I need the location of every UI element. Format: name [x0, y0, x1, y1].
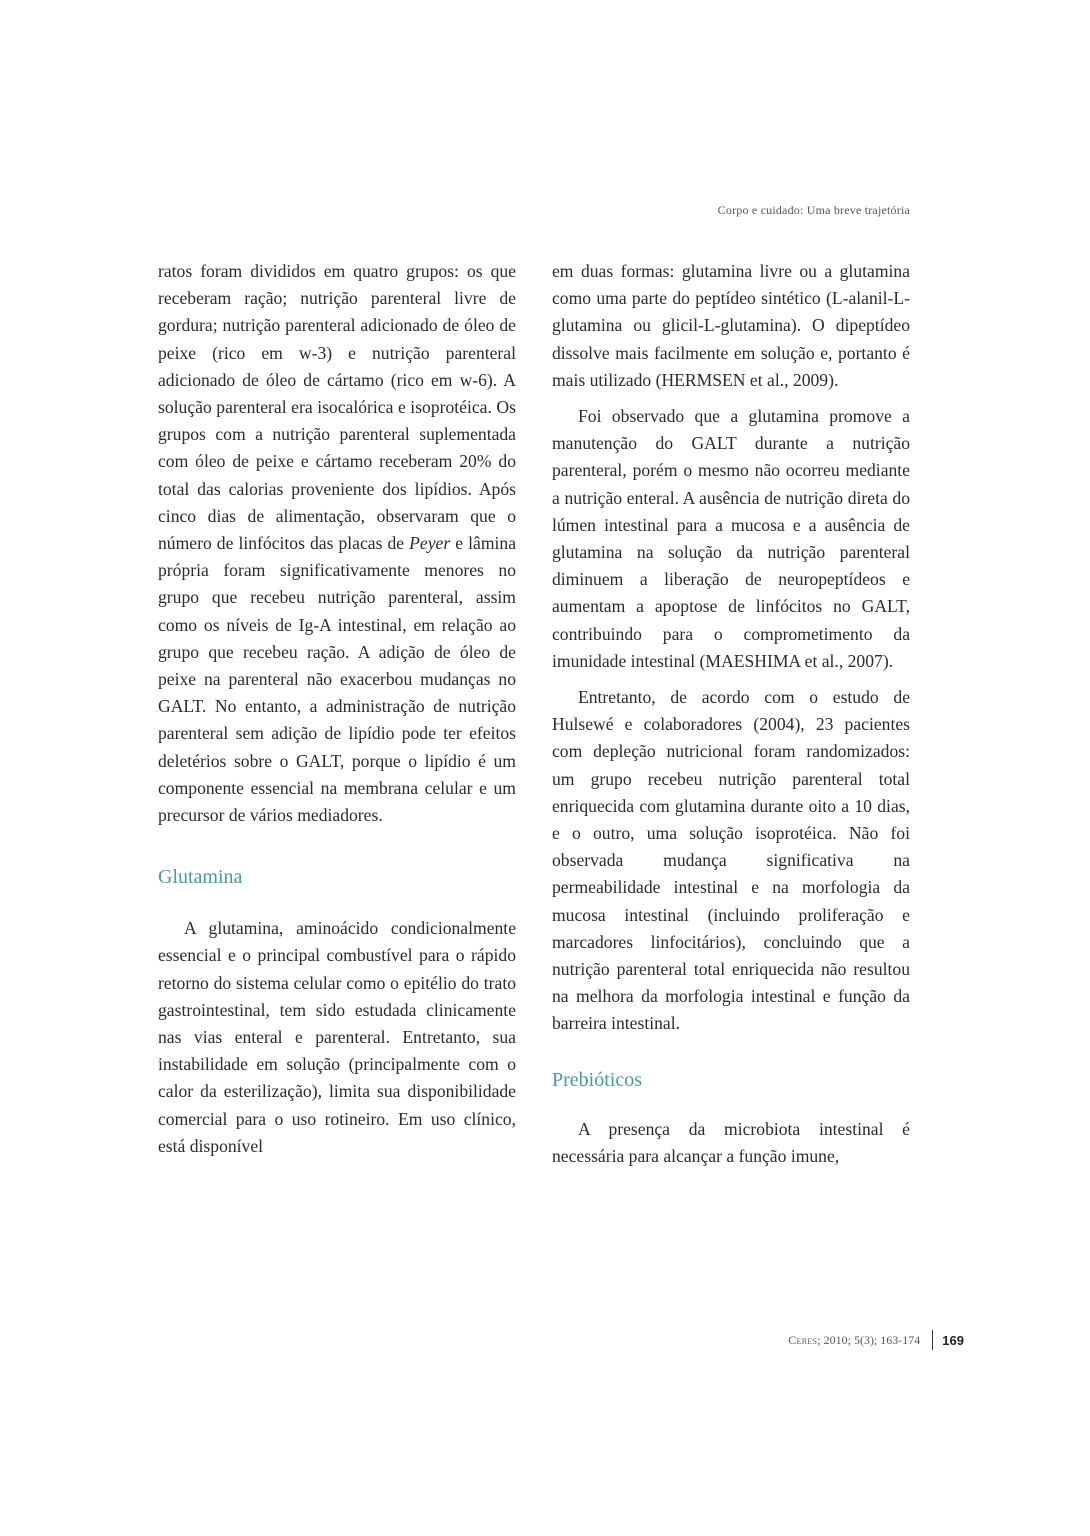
left-paragraph-1-text-b: e lâmina própria foram significativamente menores no grupo que recebeu nutrição parenteral, assim como os níveis de Ig-A intestinal, em relação ao grupo que recebeu ração. A adição de óleo de peixe na parenteral não exacerbou mudanças no GALT. No entanto, a administração de nutrição parenteral sem adição de lipídio pode ter efeitos deletérios sobre o GALT, porque o lipídio é um componente essencial na membrana celular e um precursor de vários mediadores.	[158, 533, 517, 826]
right-paragraph-1: em duas formas: glutamina livre ou a glutamina como uma parte do peptídeo sintético (L-alanil-L-glutamina ou glicil-L-glutamina). O dipeptídeo dissolve mais facilmente em solução e, portanto é mais utilizado (HERMSEN et al., 2009).	[552, 261, 910, 390]
footer-divider	[932, 1330, 933, 1350]
right-paragraph-3: Entretanto, de acordo com o estudo de Hulsewé e colaboradores (2004), 23 pacientes com depleção nutricional foram randomizados: um grupo recebeu nutrição parenteral total enriquecida com glutamina durante oito a 10 dias, e o outro, uma solução isoprotéica. Não foi observada mudança significativa na permeabilidade intestinal e na morfologia da mucosa intestinal (incluindo proliferação e marcadores linfocitários), concluindo que a nutrição parenteral total enriquecida não resultou na melhora da morfologia intestinal e função da barreira intestinal.	[552, 687, 910, 1034]
section-title-glutamina: Glutamina	[158, 866, 243, 889]
page-footer	[788, 1330, 964, 1350]
peyer-italic: Peyer	[409, 533, 451, 554]
left-paragraph-1	[158, 258, 516, 829]
right-column	[552, 258, 910, 1170]
journal-name: Ceres	[788, 1332, 818, 1347]
section-title-prebioticos: Prebióticos	[552, 1068, 642, 1091]
journal-citation: ; 2010; 5(3); 163-174	[817, 1332, 921, 1347]
right-paragraph-4: A presença da microbiota intestinal é necessária para alcançar a função imune,	[552, 1118, 910, 1166]
left-paragraph-2: A glutamina, aminoácido condicionalmente essencial e o principal combustível para o rápido retorno do sistema celular como o epitélio do trato gastrointestinal, tem sido estudada clinicamente nas vias enteral e parenteral. Entretanto, sua instabilidade em solução (principalmente com o calor da esterilização), limita sua disponibilidade comercial para o uso rotineiro. Em uso clínico, está disponível	[158, 918, 516, 1156]
left-column	[158, 258, 516, 1160]
page-number: 169	[942, 1332, 964, 1348]
running-head: Corpo e cuidado: Uma breve trajetória	[717, 203, 910, 217]
left-paragraph-1-text-a: ratos foram divididos em quatro grupos: os que receberam ração; nutrição parenteral livre de gordura; nutrição parenteral adicionado de óleo de peixe (rico em w-3) e nutrição parenteral adicionado de óleo de cártamo (rico em w-6). A solução parenteral era isocalórica e isoprotéica. Os grupos com a nutrição parenteral suplementada com óleo de peixe e cártamo receberam 20% do total das calorias proveniente dos lipídios. Após cinco dias de alimentação, observaram que o número de linfócitos das placas de	[158, 261, 516, 554]
right-paragraph-2: Foi observado que a glutamina promove a manutenção do GALT durante a nutrição parenteral, porém o mesmo não ocorreu mediante a nutrição enteral. A ausência de nutrição direta do lúmen intestinal para a mucosa e a ausência de glutamina na solução da nutrição parenteral diminuem a liberação de neuropeptídeos e aumentam a apoptose de linfócitos no GALT, contribuindo para o comprometimento da imunidade intestinal (MAESHIMA et al., 2007).	[552, 406, 910, 671]
